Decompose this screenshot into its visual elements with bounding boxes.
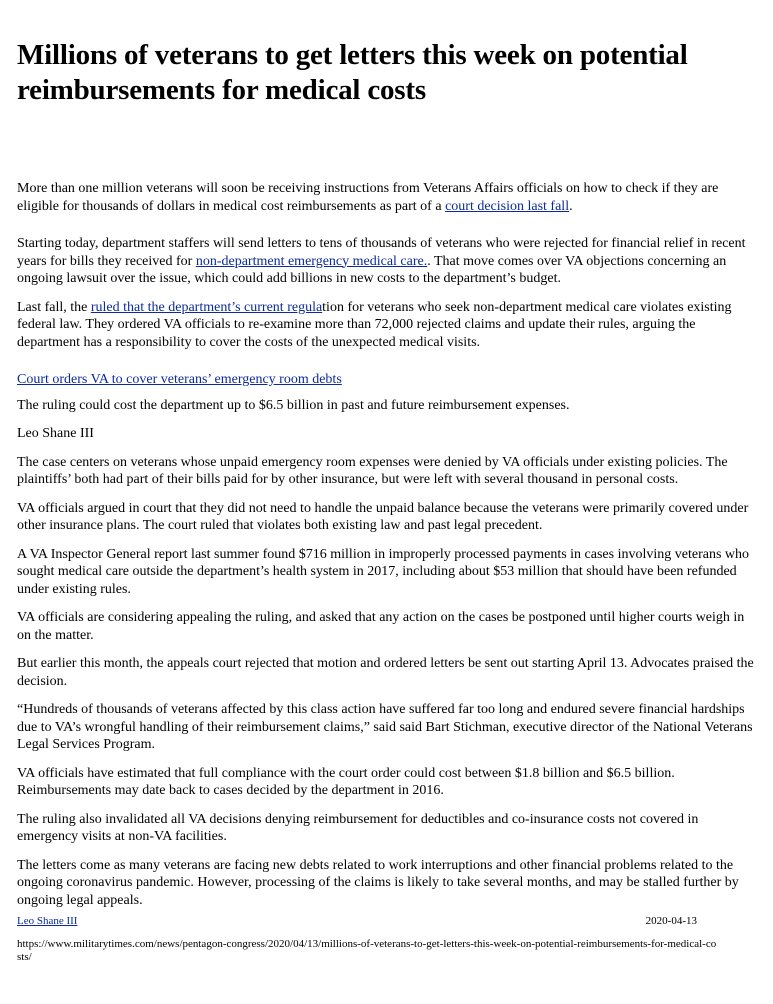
emergency-care-link[interactable]: non-department emergency medical care.	[195, 253, 428, 269]
paragraph-1-text-before: More than one million veterans will soon be receiving instructions from Veterans Affairs officials on how to check if they are eligible for thousands of dollars in medical cost reimbursements as part of a	[17, 181, 719, 214]
related-article	[17, 371, 755, 389]
paragraph-12: The letters come as many veterans are facing new debts related to work interruptions and other financial problems related to the ongoing coronavirus pandemic. However, processing of the claims is likely to take several months, and may be stalled further by ongoing legal appeals.	[17, 857, 739, 908]
paragraph-3-text-after: tion for veterans who seek non-department medical care violates existing federal law. They ordered VA officials to re-examine more than 72,000 rejected claims and update their rules, arguing the department has a responsibility to cover the costs of the unexpected medical visits.	[17, 299, 732, 350]
paragraph-1	[17, 180, 755, 215]
paragraph-2-text-after: . That move comes over VA objections concerning an ongoing lawsuit over the issue, which could add billions in new costs to the department’s budget.	[17, 253, 727, 286]
related-summary: The ruling could cost the department up to $6.5 billion in past and future reimbursement expenses.	[17, 397, 570, 413]
paragraph-11: The ruling also invalidated all VA decisions denying reimbursement for deductibles and co-insurance costs not covered in emergency visits at non-VA facilities.	[17, 811, 699, 844]
paragraph-3-text-before: Last fall, the	[17, 299, 91, 315]
paragraph-10: VA officials have estimated that full compliance with the court order could cost between $1.8 billion and $6.5 billion. Reimbursements may date back to cases decided by the department in 2016.	[17, 765, 675, 798]
paragraph-9: “Hundreds of thousands of veterans affected by this class action have suffered far too long and endured severe financial hardships due to VA’s wrongful handling of their reimbursement claims,” said said Bart Stichman, executive director of the National Veterans Legal Services Program.	[17, 702, 753, 752]
paragraph-7: VA officials are considering appealing the ruling, and asked that any action on the cases be postponed until higher courts weigh in on the matter.	[17, 610, 745, 643]
paragraph-3	[17, 299, 755, 352]
paragraph-8: But earlier this month, the appeals court rejected that motion and ordered letters be sent out starting April 13. Advocates praised the decision.	[17, 656, 754, 689]
source-url: https://www.militarytimes.com/news/pentagon-congress/2020/04/13/millions-of-veterans-to-get-letters-this-week-on-potential-reimbursements-for-medical-costs/	[17, 938, 717, 963]
paragraph-5: VA officials argued in court that they did not need to handle the unpaid balance because the veterans were primarily covered under other insurance plans. The court ruled that violates both existing law and past legal precedent.	[17, 500, 749, 533]
court-decision-link[interactable]: court decision last fall	[445, 198, 570, 214]
paragraph-2	[17, 235, 755, 288]
paragraph-6: A VA Inspector General report last summer found $716 million in improperly processed payments in cases involving veterans who sought medical care outside the department’s health system in 2017, including about $53 million that should have been refunded under existing rules.	[17, 546, 750, 597]
paragraph-4: The case centers on veterans whose unpaid emergency room expenses were denied by VA officials under existing policies. The plaintiffs’ both had part of their bills paid for by other insurance, but were left with several thousand in personal costs.	[17, 454, 728, 487]
related-article-link[interactable]: Court orders VA to cover veterans’ emergency room debts	[17, 372, 342, 387]
paragraph-1-text-after: .	[569, 198, 573, 214]
related-author: Leo Shane III	[17, 426, 94, 441]
article-footer	[17, 915, 755, 928]
article-title: Millions of veterans to get letters this week on potential reimbursements for medical costs	[17, 39, 688, 106]
footer-date: 2020-04-13	[645, 915, 697, 927]
footer-author-link[interactable]: Leo Shane III	[17, 915, 78, 927]
current-regulation-link[interactable]: ruled that the department’s current regula	[90, 299, 323, 315]
article-body	[17, 180, 755, 909]
paragraph-2-text-before: Starting today, department staffers will send letters to tens of thousands of veterans who were rejected for financial relief in recent years for bills they received for	[17, 236, 746, 269]
